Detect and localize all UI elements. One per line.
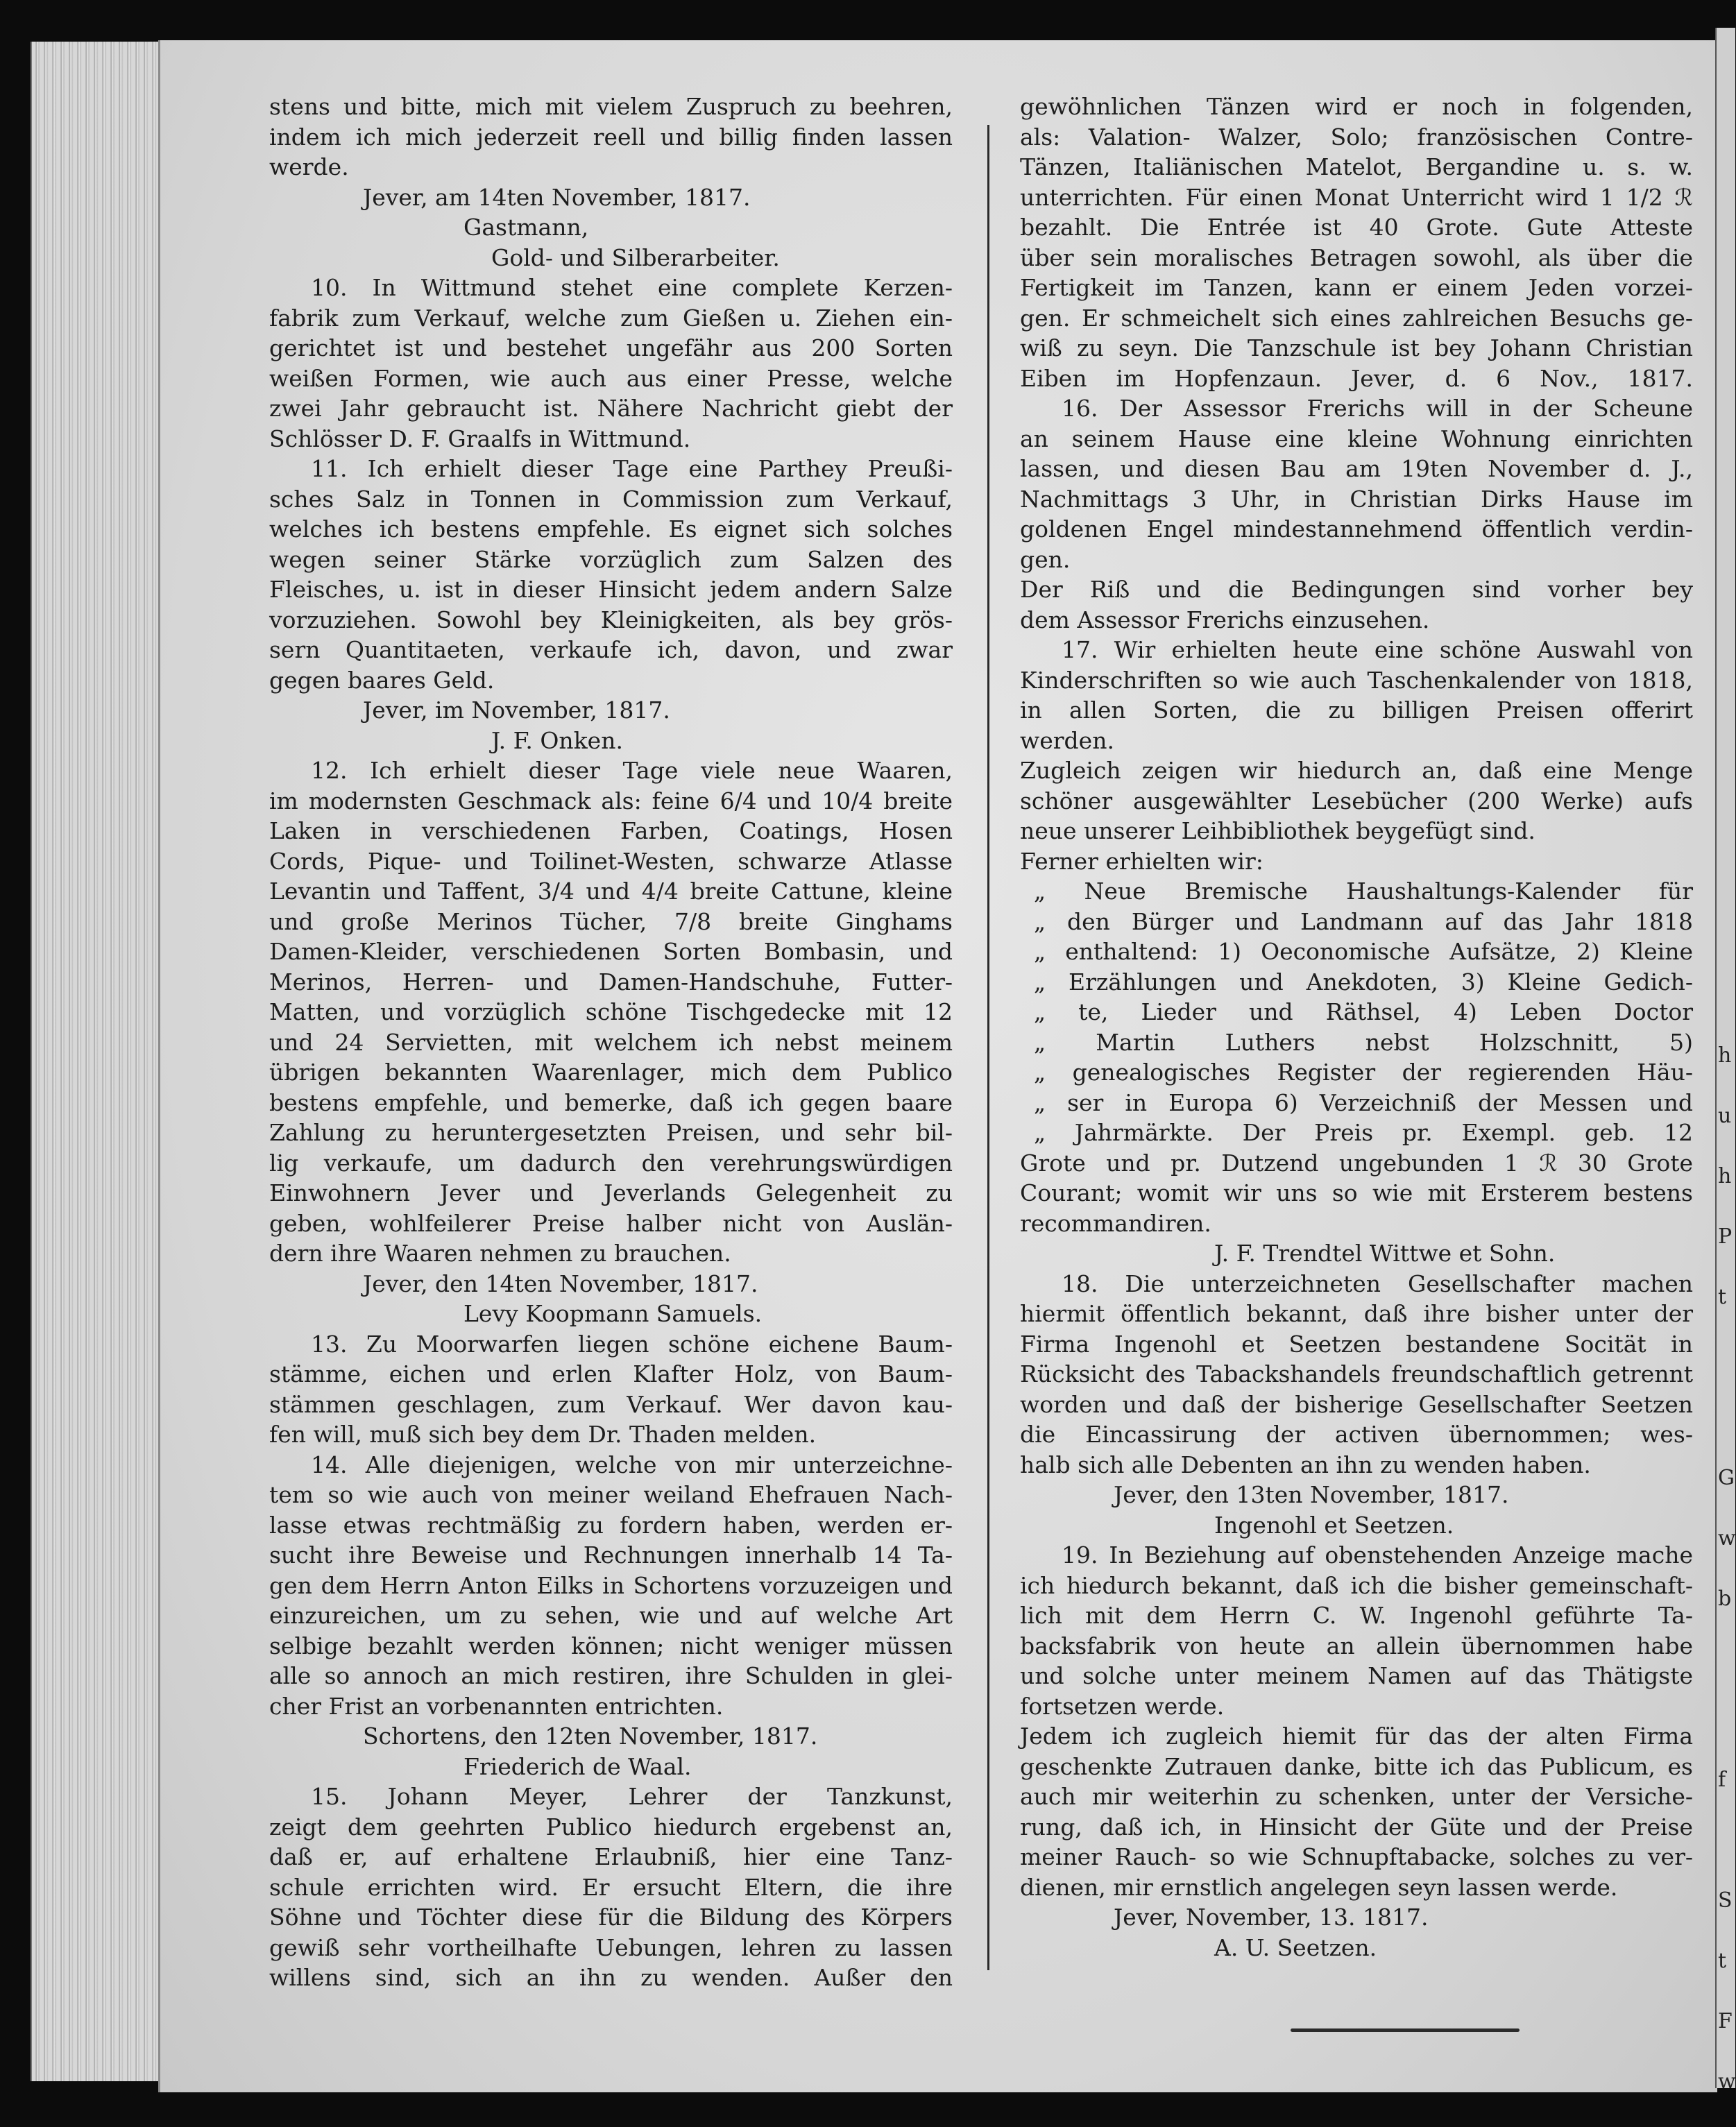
text-line: Levy Koopmann Samuels. (463, 1300, 763, 1327)
text-line: alle so annoch an mich restiren, ihre Schulden in glei- (269, 1662, 953, 1689)
text-line: Jever, den 13ten November, 1817. (1114, 1481, 1509, 1508)
text-line: geben, wohlfeilerer Preise halber nicht von Auslän- (269, 1209, 953, 1237)
text-line: Schortens, den 12ten November, 1817. (363, 1723, 818, 1750)
text-line: selbige bezahlt werden können; nicht weniger müssen (269, 1632, 953, 1659)
text-line: A. U. Seetzen. (1214, 1933, 1377, 1961)
margin-letter: P (1718, 1224, 1733, 1249)
text-line: Zahlung zu heruntergesetzten Preisen, und sehr bil- (269, 1119, 953, 1146)
text-line: 10. In Wittmund stehet eine complete Kerzen- (311, 274, 953, 301)
text-line: cher Frist an vorbenannten entrichten. (269, 1692, 724, 1720)
text-line: gen. Er schmeichelt sich eines zahlreichen Besuchs ge- (1020, 304, 1693, 332)
text-line: „ te, Lieder und Räthsel, 4) Leben Doctor (1034, 998, 1693, 1025)
text-line: welches ich bestens empfehle. Es eignet sich solches (269, 515, 953, 543)
text-line: Nachmittags 3 Uhr, in Christian Dirks Hause im (1020, 485, 1693, 513)
text-line: über sein moralisches Betragen sowohl, als über die (1020, 244, 1693, 271)
margin-letter: F (1718, 2009, 1733, 2033)
text-line: 14. Alle diejenigen, welche von mir unterzeichne- (311, 1451, 953, 1478)
text-line: schöner ausgewählter Lesebücher (200 Werke) aufs (1020, 787, 1693, 814)
text-line: weißen Formen, wie auch aus einer Presse, welche (269, 364, 953, 392)
text-line: fabrik zum Verkauf, welche zum Gießen u. Ziehen ein- (269, 304, 953, 332)
text-line: Jever, am 14ten November, 1817. (363, 183, 751, 211)
text-line: Eiben im Hopfenzaun. Jever, d. 6 Nov., 1817. (1020, 364, 1693, 392)
text-line: recommandiren. (1020, 1209, 1211, 1237)
text-line: rung, daß ich, in Hinsicht der Güte und der Preise (1020, 1813, 1693, 1840)
text-line: stämme, eichen und erlen Klafter Holz, von Baum- (269, 1360, 953, 1387)
text-line: 11. Ich erhielt dieser Tage eine Parthey Preußi- (311, 455, 953, 482)
text-line: halb sich alle Debenten an ihn zu wenden haben. (1020, 1451, 1591, 1478)
text-line: lassen, und diesen Bau am 19ten November d. J., (1020, 455, 1693, 482)
text-line: „ Jahrmärkte. Der Preis pr. Exempl. geb. 12 (1034, 1119, 1693, 1146)
margin-letter: f (1718, 1768, 1726, 1792)
text-line: Söhne und Töchter diese für die Bildung des Körpers (269, 1904, 953, 1931)
text-line: lig verkaufe, um dadurch den verehrungswürdigen (269, 1149, 953, 1177)
text-line: unterrichten. Für einen Monat Unterricht wird 1 1/2 ℛ (1020, 183, 1693, 211)
column-divider (987, 125, 989, 1970)
text-line: gewiß sehr vortheilhafte Uebungen, lehren zu lassen (269, 1933, 953, 1961)
text-line: Jedem ich zugleich hiemit für das der alten Firma (1020, 1723, 1693, 1750)
text-line: übrigen bekannten Waarenlager, mich dem Publico (269, 1059, 953, 1086)
text-line: dienen, mir ernstlich angelegen seyn lassen werde. (1020, 1873, 1618, 1901)
text-line: Jever, im November, 1817. (363, 697, 670, 724)
text-line: neue unserer Leihbibliothek beygefügt sind. (1020, 817, 1535, 844)
text-line: hiermit öffentlich bekannt, daß ihre bisher unter der (1020, 1300, 1693, 1327)
text-line: „ genealogisches Register der regierenden Häu- (1034, 1059, 1693, 1086)
text-line: 13. Zu Moorwarfen liegen schöne eichene Baum- (311, 1330, 953, 1358)
text-line: Grote und pr. Dutzend ungebunden 1 ℛ 30 Grote (1020, 1149, 1693, 1177)
margin-letter (1718, 1644, 1733, 1705)
text-line: „ Erzählungen und Anekdoten, 3) Kleine Gedich- (1034, 968, 1693, 996)
margin-letter: h (1718, 1043, 1732, 1068)
text-line: 17. Wir erhielten heute eine schöne Auswahl von (1062, 636, 1693, 663)
margin-letter (1718, 1825, 1733, 1886)
text-line: 16. Der Assessor Frerichs will in der Scheune (1062, 395, 1693, 422)
text-line: 15. Johann Meyer, Lehrer der Tanzkunst, (311, 1783, 953, 1810)
text-line: „ Neue Bremische Haushaltungs-Kalender für (1034, 878, 1693, 905)
text-line: Schlösser D. F. Graalfs in Wittmund. (269, 425, 691, 452)
text-line: und 24 Servietten, mit welchem ich nebst meinem (269, 1028, 953, 1056)
text-line: gewöhnlichen Tänzen wird er noch in folgenden, (1020, 93, 1693, 120)
text-line: goldenen Engel mindestannehmend öffentlich verdin- (1020, 515, 1693, 543)
text-line: „ ser in Europa 6) Verzeichniß der Messen und (1034, 1088, 1693, 1116)
margin-letter: t (1718, 1949, 1727, 1973)
text-line: einzureichen, um zu sehen, wie und auf welche Art (269, 1602, 953, 1629)
text-line: Laken in verschiedenen Farben, Coatings, Hosen (269, 817, 953, 844)
text-line: stens und bitte, mich mit vielem Zuspruch zu beehren, (269, 93, 953, 120)
text-line: dem Assessor Frerichs einzusehen. (1020, 606, 1430, 633)
text-line: sches Salz in Tonnen in Commission zum Verkauf, (269, 485, 953, 513)
text-line: stämmen geschlagen, zum Verkauf. Wer davon kau- (269, 1390, 953, 1418)
margin-letter: w (1718, 1526, 1736, 1551)
text-line: Gastmann, (463, 214, 589, 241)
text-line: willens sind, sich an ihn zu wenden. Außer den (269, 1964, 953, 1991)
text-line: gegen baares Geld. (269, 666, 495, 694)
text-line: 18. Die unterzeichneten Gesellschafter machen (1062, 1270, 1693, 1297)
text-line: dern ihre Waaren nehmen zu brauchen. (269, 1240, 731, 1267)
margin-letter: S (1718, 1888, 1733, 1913)
text-line: „ den Bürger und Landmann auf das Jahr 1818 (1034, 907, 1693, 935)
text-line: Courant; womit wir uns so wie mit Ersterem bestens (1020, 1179, 1693, 1206)
text-line: ich hiedurch bekannt, daß ich die bisher gemeinschaft- (1020, 1571, 1693, 1599)
text-line: Ingenohl et Seetzen. (1214, 1511, 1454, 1539)
text-line: zwei Jahr gebraucht ist. Nähere Nachricht giebt der (269, 395, 953, 422)
margin-letter: t (1718, 1285, 1727, 1309)
text-line: lasse etwas rechtmäßig zu fordern haben, werden er- (269, 1511, 953, 1539)
margin-letter: G (1718, 1466, 1735, 1490)
text-line: tem so wie auch von meiner weiland Ehefrauen Nach- (269, 1481, 953, 1508)
text-line: Jever, November, 13. 1817. (1114, 1904, 1429, 1931)
text-line: Merinos, Herren- und Damen-Handschuhe, Futter- (269, 968, 953, 996)
margin-letter (1718, 1403, 1733, 1463)
margin-letter (1718, 1342, 1733, 1403)
text-line: Levantin und Taffent, 3/4 und 4/4 breite Cattune, kleine (269, 878, 953, 905)
text-line: Zugleich zeigen wir hiedurch an, daß eine Menge (1020, 757, 1693, 784)
text-line: „ Martin Luthers nebst Holzschnitt, 5) (1034, 1028, 1693, 1056)
text-line: backsfabrik von heute an allein übernommen habe (1020, 1632, 1693, 1659)
margin-letter: u (1718, 1104, 1732, 1128)
text-line: Der Riß und die Bedingungen sind vorher bey (1020, 576, 1693, 603)
text-line: 12. Ich erhielt dieser Tage viele neue Waaren, (311, 757, 953, 784)
text-line: indem ich mich jederzeit reell und billig finden lassen (269, 123, 953, 151)
text-line: J. F. Onken. (491, 726, 623, 754)
text-line: werde. (269, 153, 349, 180)
text-line: Fleisches, u. ist in dieser Hinsicht jedem andern Salze (269, 576, 953, 603)
text-line: werden. (1020, 726, 1114, 754)
text-line: Rücksicht des Tabackshandels freundschaftlich getrennt (1020, 1360, 1693, 1387)
text-line: und große Merinos Tücher, 7/8 breite Ginghams (269, 907, 953, 935)
text-line: Firma Ingenohl et Seetzen bestandene Socität in (1020, 1330, 1693, 1358)
text-line: Jever, den 14ten November, 1817. (363, 1270, 758, 1297)
facing-page-margin-text (1718, 1041, 1736, 2127)
text-line: worden und daß der bisherige Gesellschafter Seetzen (1020, 1390, 1693, 1418)
text-line: daß er, auf erhaltene Erlaubniß, hier eine Tanz- (269, 1843, 953, 1870)
text-line: im modernsten Geschmack als: feine 6/4 und 10/4 breite (269, 787, 953, 814)
margin-letter: h (1718, 1164, 1732, 1188)
margin-letter (1718, 1705, 1733, 1765)
text-line: gen. (1020, 545, 1071, 573)
text-line: Einwohnern Jever und Jeverlands Gelegenheit zu (269, 1179, 953, 1206)
left-column (269, 92, 953, 1993)
text-line: fortsetzen werde. (1020, 1692, 1225, 1720)
book-page-edges (31, 42, 164, 2081)
text-line: fen will, muß sich bey dem Dr. Thaden melden. (269, 1421, 817, 1448)
text-line: und solche unter meinem Namen auf das Thätigste (1020, 1662, 1693, 1689)
text-line: bezahlt. Die Entrée ist 40 Grote. Gute Atteste (1020, 214, 1693, 241)
text-line: J. F. Trendtel Wittwe et Sohn. (1214, 1240, 1556, 1267)
text-line: vorzuziehen. Sowohl bey Kleinigkeiten, als bey grös- (269, 606, 953, 633)
text-line: geschenkte Zutrauen danke, bitte ich das Publicum, es (1020, 1752, 1693, 1780)
text-line: bestens empfehle, und bemerke, daß ich gegen baare (269, 1088, 953, 1116)
text-line: 19. In Beziehung auf obenstehenden Anzeige mache (1062, 1541, 1693, 1569)
text-line: Tänzen, Italiänischen Matelot, Bergandine u. s. w. (1020, 153, 1693, 180)
text-line: wegen seiner Stärke vorzüglich zum Salzen des (269, 545, 953, 573)
text-line: gen dem Herrn Anton Eilks in Schortens vorzuzeigen und (269, 1571, 953, 1599)
margin-letter: b (1718, 1587, 1732, 1611)
text-line: auch mir weiterhin zu schenken, unter der Versiche- (1020, 1783, 1693, 1810)
text-line: gerichtet ist und bestehet ungefähr aus 200 Sorten (269, 334, 953, 361)
text-line: Cords, Pique- und Toilinet-Westen, schwarze Atlasse (269, 847, 953, 875)
margin-letter: w (1718, 2069, 1736, 2094)
right-column (1020, 92, 1693, 1963)
text-line: Gold- und Silberarbeiter. (491, 244, 780, 271)
text-line: zeigt dem geehrten Publico hiedurch ergebenst an, (269, 1813, 953, 1840)
text-line: meiner Rauch- so wie Schnupftabacke, solches zu ver- (1020, 1843, 1693, 1870)
text-line: die Eincassirung der activen übernommen; wes- (1020, 1421, 1693, 1448)
text-line: lich mit dem Herrn C. W. Ingenohl geführte Ta- (1020, 1602, 1693, 1629)
end-rule (1291, 2028, 1520, 2032)
text-line: Kinderschriften so wie auch Taschenkalender von 1818, (1020, 666, 1693, 694)
text-line: sucht ihre Beweise und Rechnungen innerhalb 14 Ta- (269, 1541, 953, 1569)
text-line: Fertigkeit im Tanzen, kann er einem Jeden vorzei- (1020, 274, 1693, 301)
text-line: an seinem Hause eine kleine Wohnung einrichten (1020, 425, 1693, 452)
text-line: wiß zu seyn. Die Tanzschule ist bey Johann Christian (1020, 334, 1693, 361)
text-line: sern Quantitaeten, verkaufe ich, davon, und zwar (269, 636, 953, 663)
text-line: schule errichten wird. Er ersucht Eltern, die ihre (269, 1873, 953, 1901)
text-line: Matten, und vorzüglich schöne Tischgedecke mit 12 (269, 998, 953, 1025)
text-line: Damen-Kleider, verschiedenen Sorten Bombasin, und (269, 938, 953, 965)
text-line: Ferner erhielten wir: (1020, 847, 1263, 875)
text-line: Friederich de Waal. (463, 1752, 692, 1780)
text-line: als: Valation- Walzer, Solo; französischen Contre- (1020, 123, 1693, 151)
text-line: in allen Sorten, die zu billigen Preisen offerirt (1020, 697, 1693, 724)
text-line: „ enthaltend: 1) Oeconomische Aufsätze, 2) Kleine (1034, 938, 1693, 965)
